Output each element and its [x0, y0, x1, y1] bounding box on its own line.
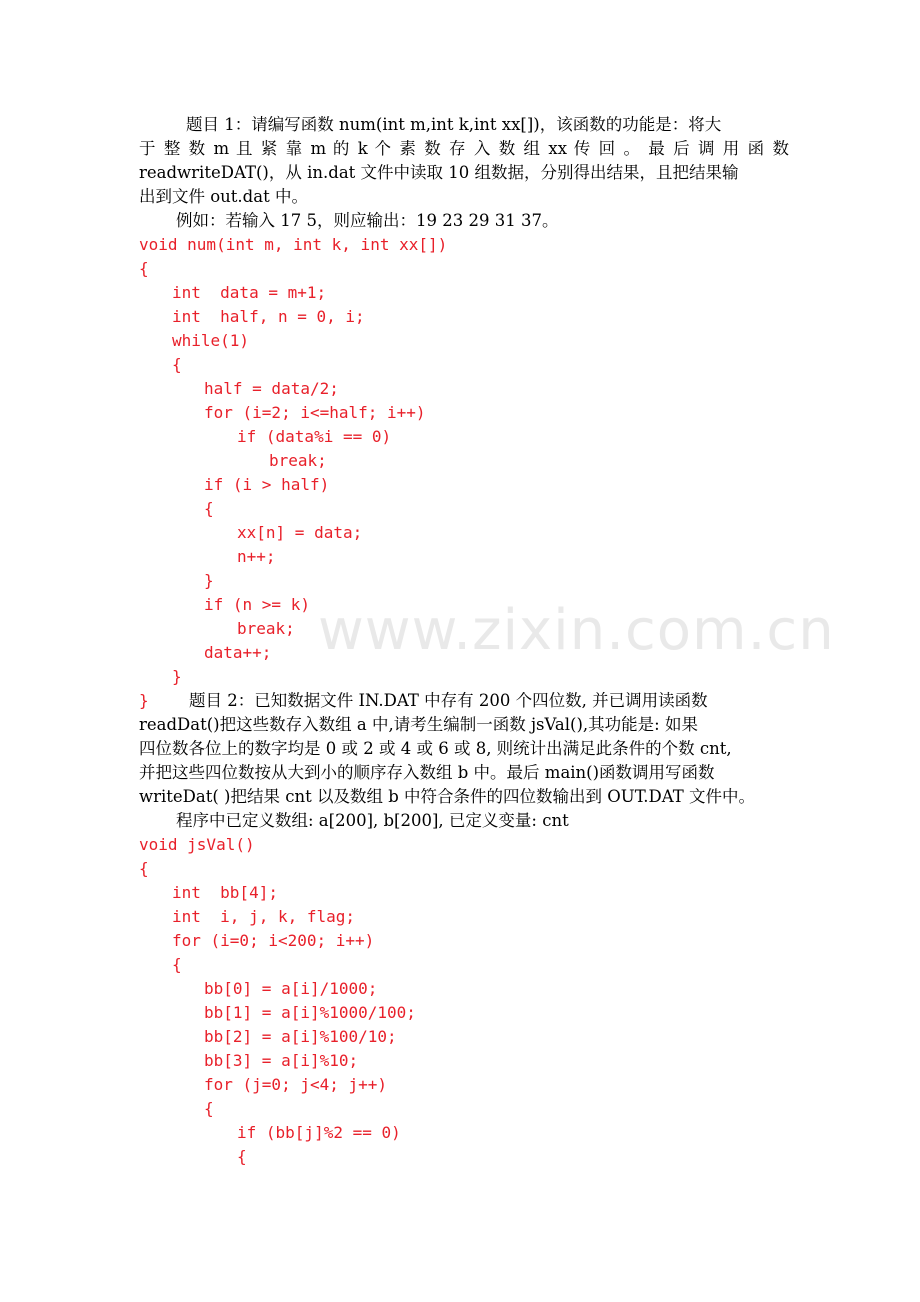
code-line: int i, j, k, flag;	[172, 907, 356, 926]
problem2-line2: readDat()把这些数存入数组 a 中,请考生编制一函数 jsVal(),其功能是: 如果	[139, 715, 698, 734]
code-line: data++;	[204, 643, 272, 662]
code-line: void jsVal()	[139, 835, 255, 854]
code-line: while(1)	[172, 331, 250, 350]
code-line: {	[204, 1099, 214, 1118]
code-line: n++;	[237, 547, 276, 566]
code-line: for (i=2; i<=half; i++)	[204, 403, 426, 422]
code-line: for (j=0; j<4; j++)	[204, 1075, 388, 1094]
code-line: xx[n] = data;	[237, 523, 363, 542]
code-line: if (n >= k)	[204, 595, 310, 614]
problem2-defs: 程序中已定义数组: a[200], b[200], 已定义变量: cnt	[176, 811, 569, 830]
code-line: void num(int m, int k, int xx[])	[139, 235, 448, 254]
code-line: bb[2] = a[i]%100/10;	[204, 1027, 397, 1046]
problem1-line4: 出到文件 out.dat 中。	[139, 187, 308, 206]
code-line: if (data%i == 0)	[237, 427, 392, 446]
code-line: }	[204, 571, 214, 590]
code-line: }	[172, 667, 182, 686]
code-line: {	[237, 1147, 247, 1166]
watermark: www.zixin.com.cn	[318, 598, 835, 663]
code-line: bb[1] = a[i]%1000/100;	[204, 1003, 416, 1022]
code-line: break;	[237, 619, 295, 638]
code-line: if (i > half)	[204, 475, 330, 494]
code-line: }	[139, 691, 149, 710]
problem1-example: 例如：若输入 17 5，则应输出：19 23 29 31 37。	[176, 211, 559, 230]
problem2-line3: 四位数各位上的数字均是 0 或 2 或 4 或 6 或 8, 则统计出满足此条件的个数 cnt,	[139, 739, 732, 758]
problem1-line1: 题目 1：请编写函数 num(int m,int k,int xx[])，该函数的功能是：将大	[186, 115, 722, 134]
code-line: for (i=0; i<200; i++)	[172, 931, 375, 950]
code-line: half = data/2;	[204, 379, 339, 398]
problem2-line5: writeDat( )把结果 cnt 以及数组 b 中符合条件的四位数输出到 OUT.DAT 文件中。	[139, 787, 756, 806]
code-line: int data = m+1;	[172, 283, 327, 302]
code-line: {	[204, 499, 214, 518]
code-line: bb[0] = a[i]/1000;	[204, 979, 378, 998]
code-line: if (bb[j]%2 == 0)	[237, 1123, 401, 1142]
problem2-line4: 并把这些四位数按从大到小的顺序存入数组 b 中。最后 main()函数调用写函数	[139, 763, 715, 782]
problem1-line3: readwriteDAT()，从 in.dat 文件中读取 10 组数据，分别得出结果，且把结果输	[139, 163, 739, 182]
problem1-line2: 于 整 数 m 且 紧 靠 m 的 k 个 素 数 存 入 数 组 xx 传 回 。 最 后 调 用 函 数	[139, 139, 789, 158]
code-line: int half, n = 0, i;	[172, 307, 365, 326]
problem2-line1: 题目 2：已知数据文件 IN.DAT 中存有 200 个四位数, 并已调用读函数	[189, 691, 708, 710]
code-line: {	[139, 259, 149, 278]
code-line: {	[172, 355, 182, 374]
code-line: bb[3] = a[i]%10;	[204, 1051, 359, 1070]
code-line: {	[139, 859, 149, 878]
code-line: break;	[269, 451, 327, 470]
code-line: int bb[4];	[172, 883, 278, 902]
code-line: {	[172, 955, 182, 974]
